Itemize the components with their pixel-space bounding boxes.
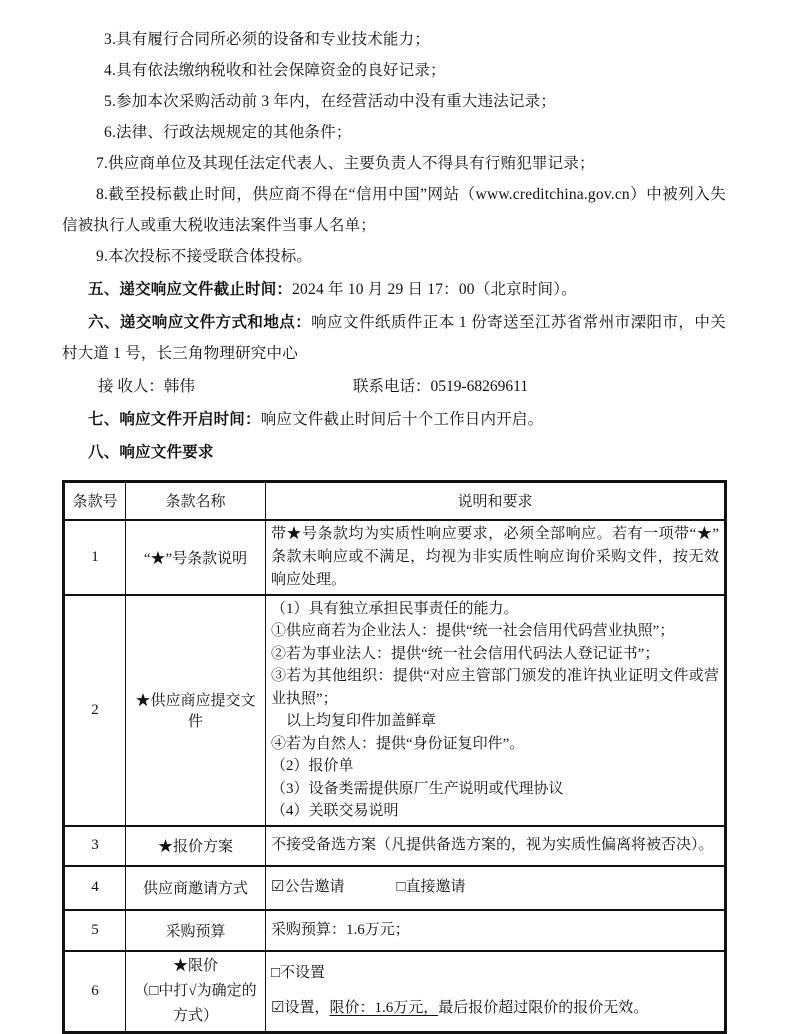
row6-name-line2: （□中打√为确定的方式） <box>134 982 257 1024</box>
table-row-6 <box>64 951 726 1033</box>
header-clause-name: 条款名称 <box>126 482 266 520</box>
clause-item-8: 8.截至投标截止时间，供应商不得在“信用中国”网站（www.creditchina.gov.cn）中被列入失信被执行人或重大税收违法案件当事人名单； <box>62 186 726 234</box>
row6-no: 6 <box>64 951 126 1033</box>
clause-item-7: 7.供应商单位及其现任法定代表人、主要负责人不得具有行贿犯罪记录； <box>96 155 595 172</box>
contact-line <box>62 371 726 402</box>
row5-desc: 采购预算：1.6万元； <box>266 910 726 951</box>
checkbox-announce-invite: ☑公告邀请 <box>271 879 345 895</box>
checkbox-set-limit <box>271 997 719 1020</box>
row3-desc: 不接受备选方案（凡提供备选方案的，视为实质性偏离将被否决）。 <box>266 826 726 866</box>
row3-name: ★报价方案 <box>126 826 266 866</box>
section-8-heading <box>62 437 726 468</box>
row6-desc <box>266 951 726 1033</box>
response-requirements-table <box>62 480 727 1034</box>
section-5-deadline <box>62 274 726 305</box>
row5-name: 采购预算 <box>126 910 266 951</box>
row2-name: ★供应商应提交文件 <box>126 595 266 826</box>
receiver-name: 接 收人：韩伟 <box>98 378 195 395</box>
checkbox-direct-invite: □直接邀请 <box>396 879 466 895</box>
option-spacer <box>271 985 719 997</box>
row2-desc: （1）具有独立承担民事责任的能力。 ①供应商若为企业法人：提供“统一社会信用代码营业执照”； ②若为事业法人：提供“统一社会信用代码法人登记证书”； ③若为其他组织：提供“对应主管部门颁发的准许执业证明文件或营业执照”； 以上均复印件加盖鲜章 ④若为自然人：提供“身份证复印件”。 （2）报价单 （3）设备类需提供原厂生产说明或代理协议 （4）关联交易说明 <box>266 595 726 826</box>
row4-no: 4 <box>64 866 126 910</box>
limit-suffix: 最后报价超过限价的报价无效。 <box>438 1000 649 1016</box>
row3-no: 3 <box>64 826 126 866</box>
section-7-open-time <box>62 404 726 435</box>
section-5-text: 2024 年 10 月 29 日 17：00（北京时间）。 <box>292 281 577 298</box>
clause-item-9: 9.本次投标不接受联合体投标。 <box>96 248 313 265</box>
section-7-label: 七、响应文件开启时间： <box>88 411 261 428</box>
row1-no: 1 <box>64 520 126 595</box>
row6-name-line1: ★限价 <box>172 957 218 974</box>
row4-name: 供应商邀请方式 <box>126 866 266 910</box>
clause-item-4: 4.具有依法缴纳税收和社会保障资金的良好记录； <box>104 62 446 79</box>
clause-item-6: 6.法律、行政法规规定的其他条件； <box>104 124 352 141</box>
contact-phone: 联系电话：0519-68269611 <box>353 378 529 395</box>
checkbox-no-limit: □不设置 <box>271 965 326 981</box>
table-row-1 <box>64 520 726 595</box>
row2-no: 2 <box>64 595 126 826</box>
row6-name <box>126 951 266 1033</box>
row4-desc <box>266 866 726 910</box>
section-8-label: 八、响应文件要求 <box>88 444 214 461</box>
limit-value-underlined: 限价：1.6万元， <box>329 1000 439 1016</box>
row5-no: 5 <box>64 910 126 951</box>
clause-item-3: 3.具有履行合同所必须的设备和专业技术能力； <box>104 31 431 48</box>
header-clause-desc: 说明和要求 <box>266 482 726 520</box>
header-clause-no: 条款号 <box>64 482 126 520</box>
table-header-row <box>64 482 726 520</box>
row1-desc: 带★号条款均为实质性响应要求，必须全部响应。若有一项带“★”条款未响应或不满足，均视为非实质性响应询价采购文件，按无效响应处理。 <box>266 520 726 595</box>
section-6-address <box>62 307 726 369</box>
section-7-text: 响应文件截止时间后十个工作日内开启。 <box>260 411 544 428</box>
table-row-2 <box>64 595 726 826</box>
row1-name: “★”号条款说明 <box>126 520 266 595</box>
table-row-4 <box>64 866 726 910</box>
limit-prefix: ☑设置， <box>271 1000 330 1016</box>
table-row-3 <box>64 826 726 866</box>
section-5-label: 五、递交响应文件截止时间： <box>88 281 293 298</box>
table-row-5 <box>64 910 726 951</box>
section-6-label: 六、递交响应文件方式和地点： <box>88 314 312 331</box>
clause-item-5: 5.参加本次采购活动前 3 年内，在经营活动中没有重大违法记录； <box>104 93 557 110</box>
section-6-text: 响应文件纸质件正本 1 份寄送至江苏省常州市溧阳市，中关村大道 1 号，长三角物理研究中心 <box>62 314 726 362</box>
